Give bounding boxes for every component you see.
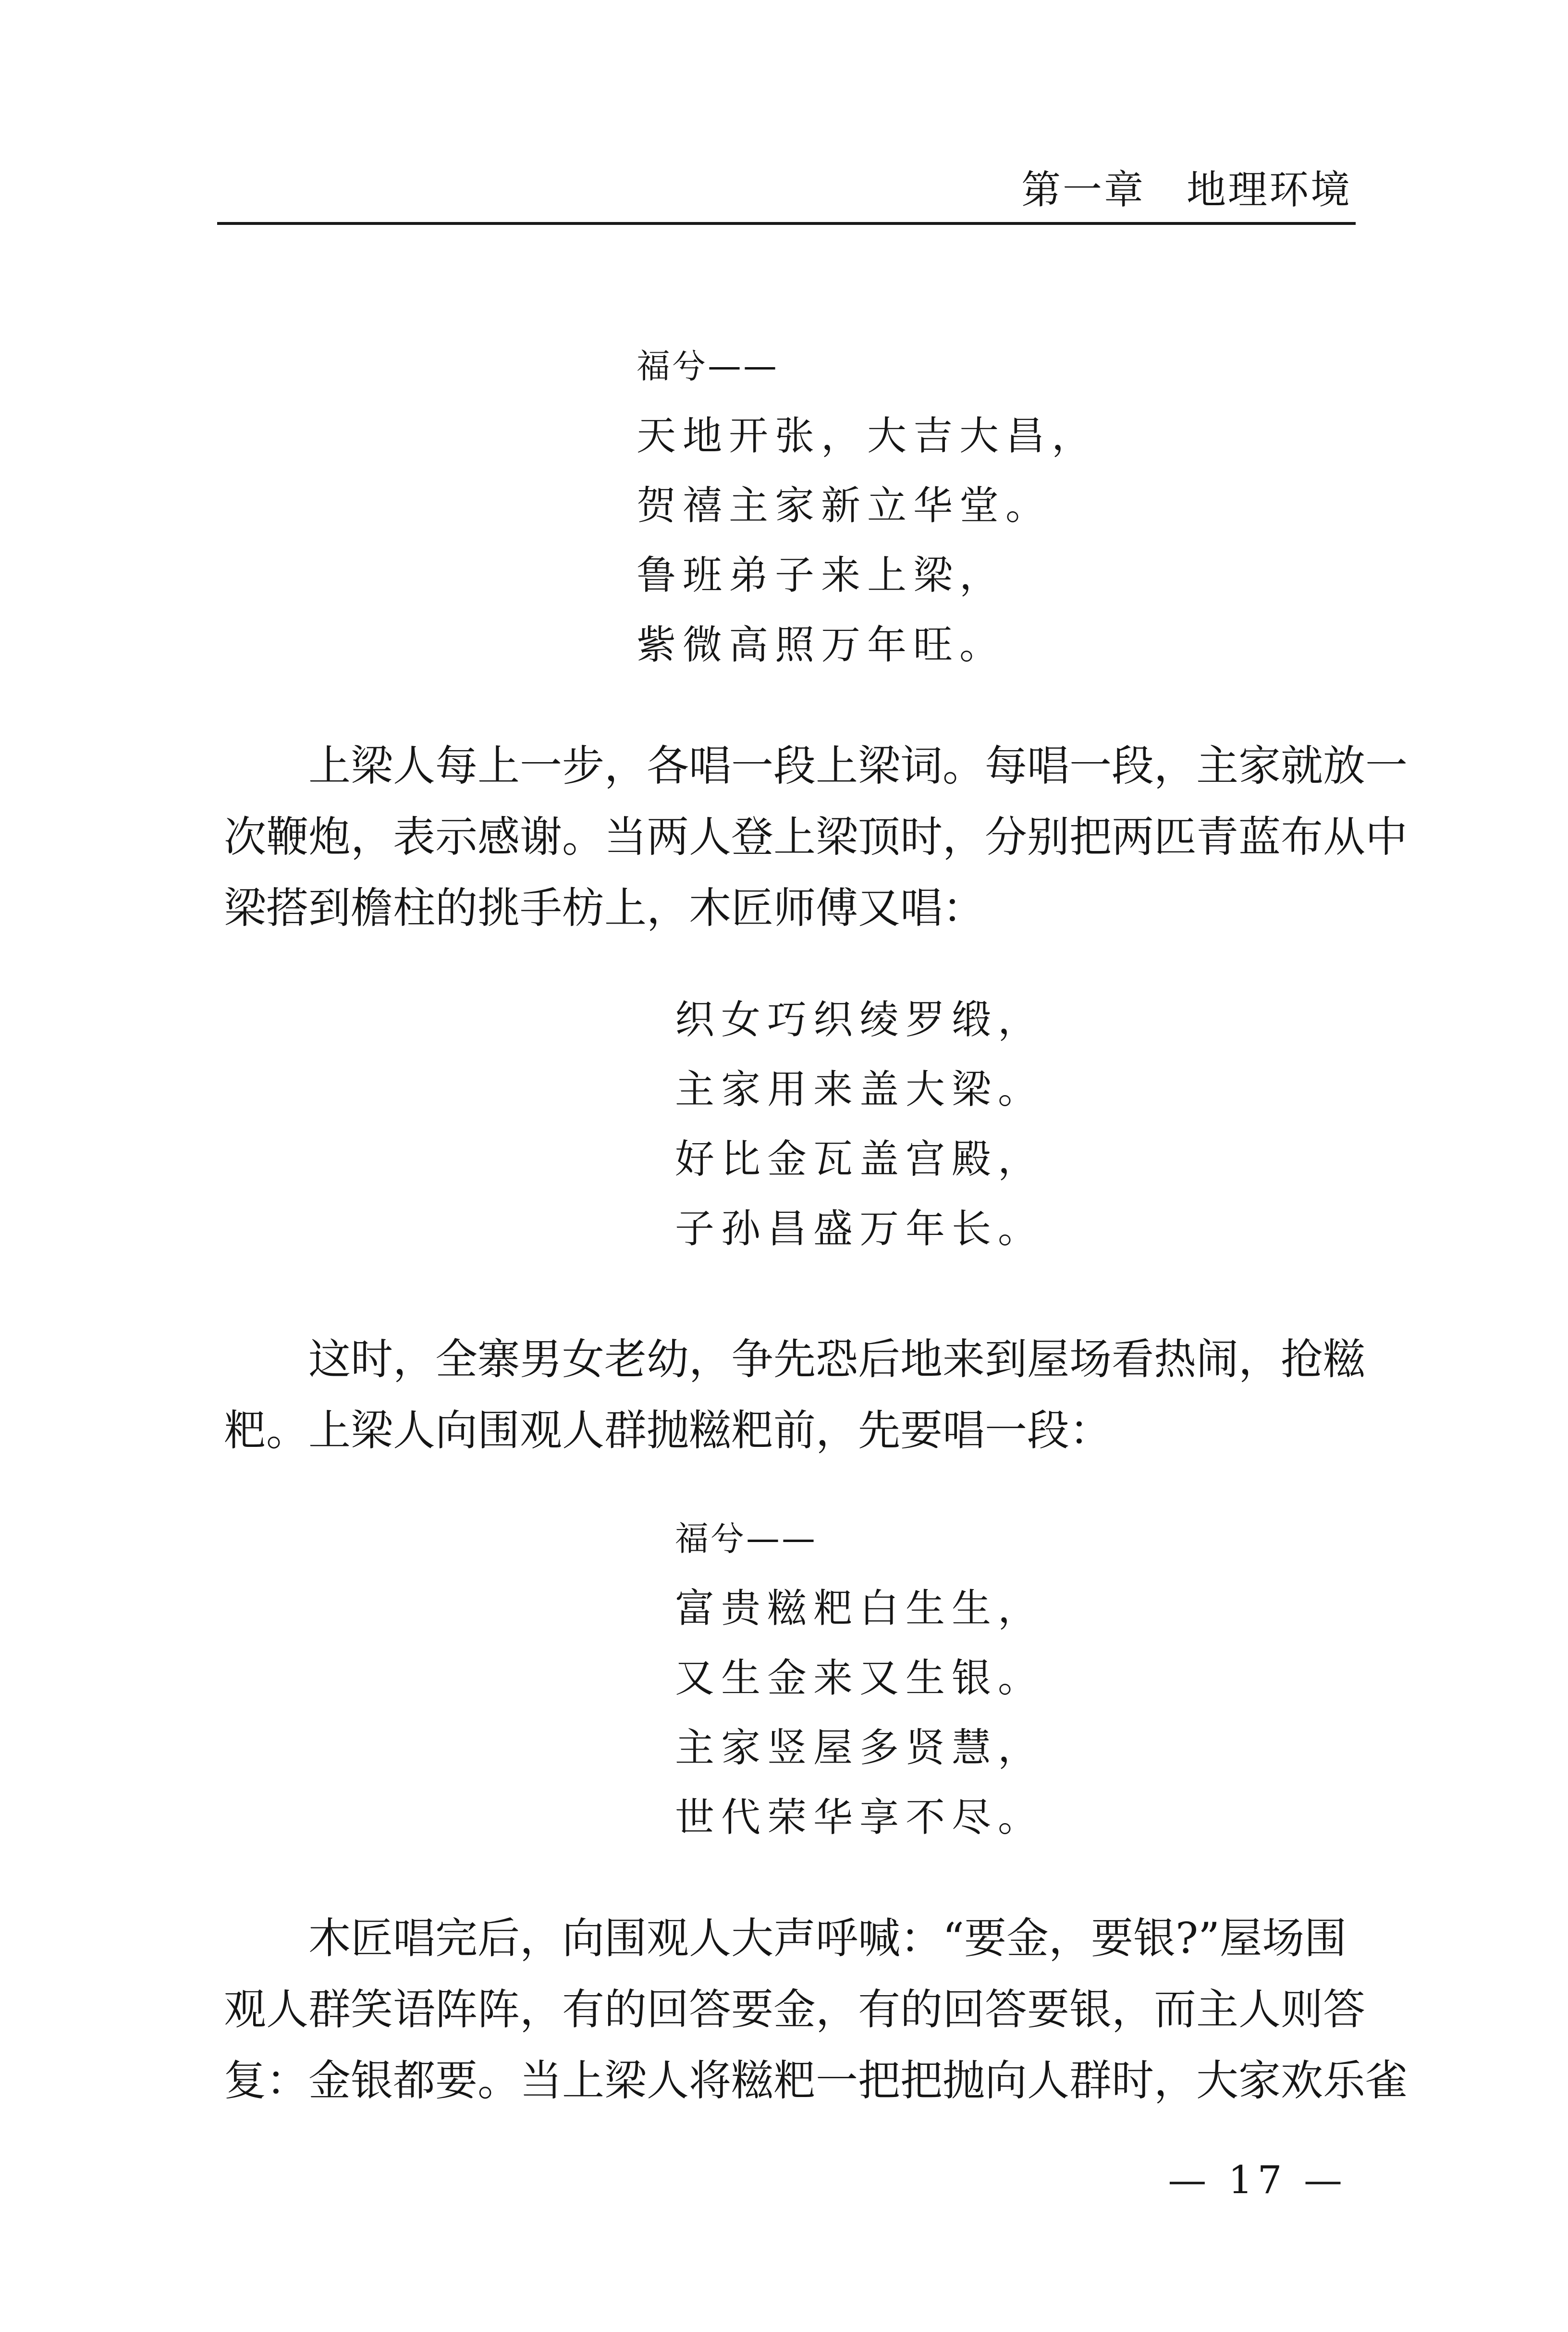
poem-line: 天地开张，大吉大昌， xyxy=(637,413,1098,459)
poem-line: 富贵糍粑白生生， xyxy=(675,1586,1044,1631)
poem-1 xyxy=(637,332,1098,680)
paragraph-1 xyxy=(224,730,1408,944)
chapter-header: 第一章 地理环境 xyxy=(1021,167,1352,213)
paragraph-line: 这时，全寨男女老幼，争先恐后地来到屋场看热闹，抢糍 xyxy=(224,1334,1366,1384)
poem-line: 好比金瓦盖宫殿， xyxy=(675,1136,1044,1182)
poem-line: 贺禧主家新立华堂。 xyxy=(637,483,1052,529)
poem-line: 福兮—— xyxy=(675,1519,817,1558)
poem-2 xyxy=(675,985,1044,1264)
paragraph-line: 复：金银都要。当上梁人将糍粑一把把抛向人群时，大家欢乐雀 xyxy=(224,2056,1408,2105)
poem-line: 鲁班弟子来上梁， xyxy=(637,553,1006,598)
paragraph-line: 观人群笑语阵阵，有的回答要金，有的回答要银，而主人则答 xyxy=(224,1985,1366,2034)
poem-3 xyxy=(675,1504,1044,1852)
poem-line: 福兮—— xyxy=(637,346,779,386)
paragraph-2 xyxy=(224,1324,1366,1466)
poem-line: 织女巧织绫罗缎， xyxy=(675,997,1044,1043)
header-rule xyxy=(217,222,1356,225)
poem-line: 世代荣华享不尽。 xyxy=(675,1795,1044,1840)
paragraph-3 xyxy=(224,1903,1408,2116)
poem-line: 子孙昌盛万年长。 xyxy=(675,1206,1044,1252)
poem-line: 主家竖屋多贤慧， xyxy=(675,1725,1044,1771)
paragraph-line: 粑。上梁人向围观人群抛糍粑前，先要唱一段： xyxy=(224,1406,1112,1455)
paragraph-line: 梁搭到檐柱的挑手枋上，木匠师傅又唱： xyxy=(224,883,985,933)
poem-line: 主家用来盖大梁。 xyxy=(675,1067,1044,1112)
page-number: — 17 — xyxy=(1168,2158,1347,2202)
poem-line: 又生金来又生银。 xyxy=(675,1655,1044,1701)
poem-line: 紫微高照万年旺。 xyxy=(637,622,1006,668)
paragraph-line: 上梁人每上一步，各唱一段上梁词。每唱一段，主家就放一 xyxy=(224,741,1408,790)
paragraph-line: 木匠唱完后，向围观人大声呼喊：“要金，要银?”屋场围 xyxy=(224,1913,1347,1963)
paragraph-line: 次鞭炮，表示感谢。当两人登上梁顶时，分别把两匹青蓝布从中 xyxy=(224,812,1408,862)
